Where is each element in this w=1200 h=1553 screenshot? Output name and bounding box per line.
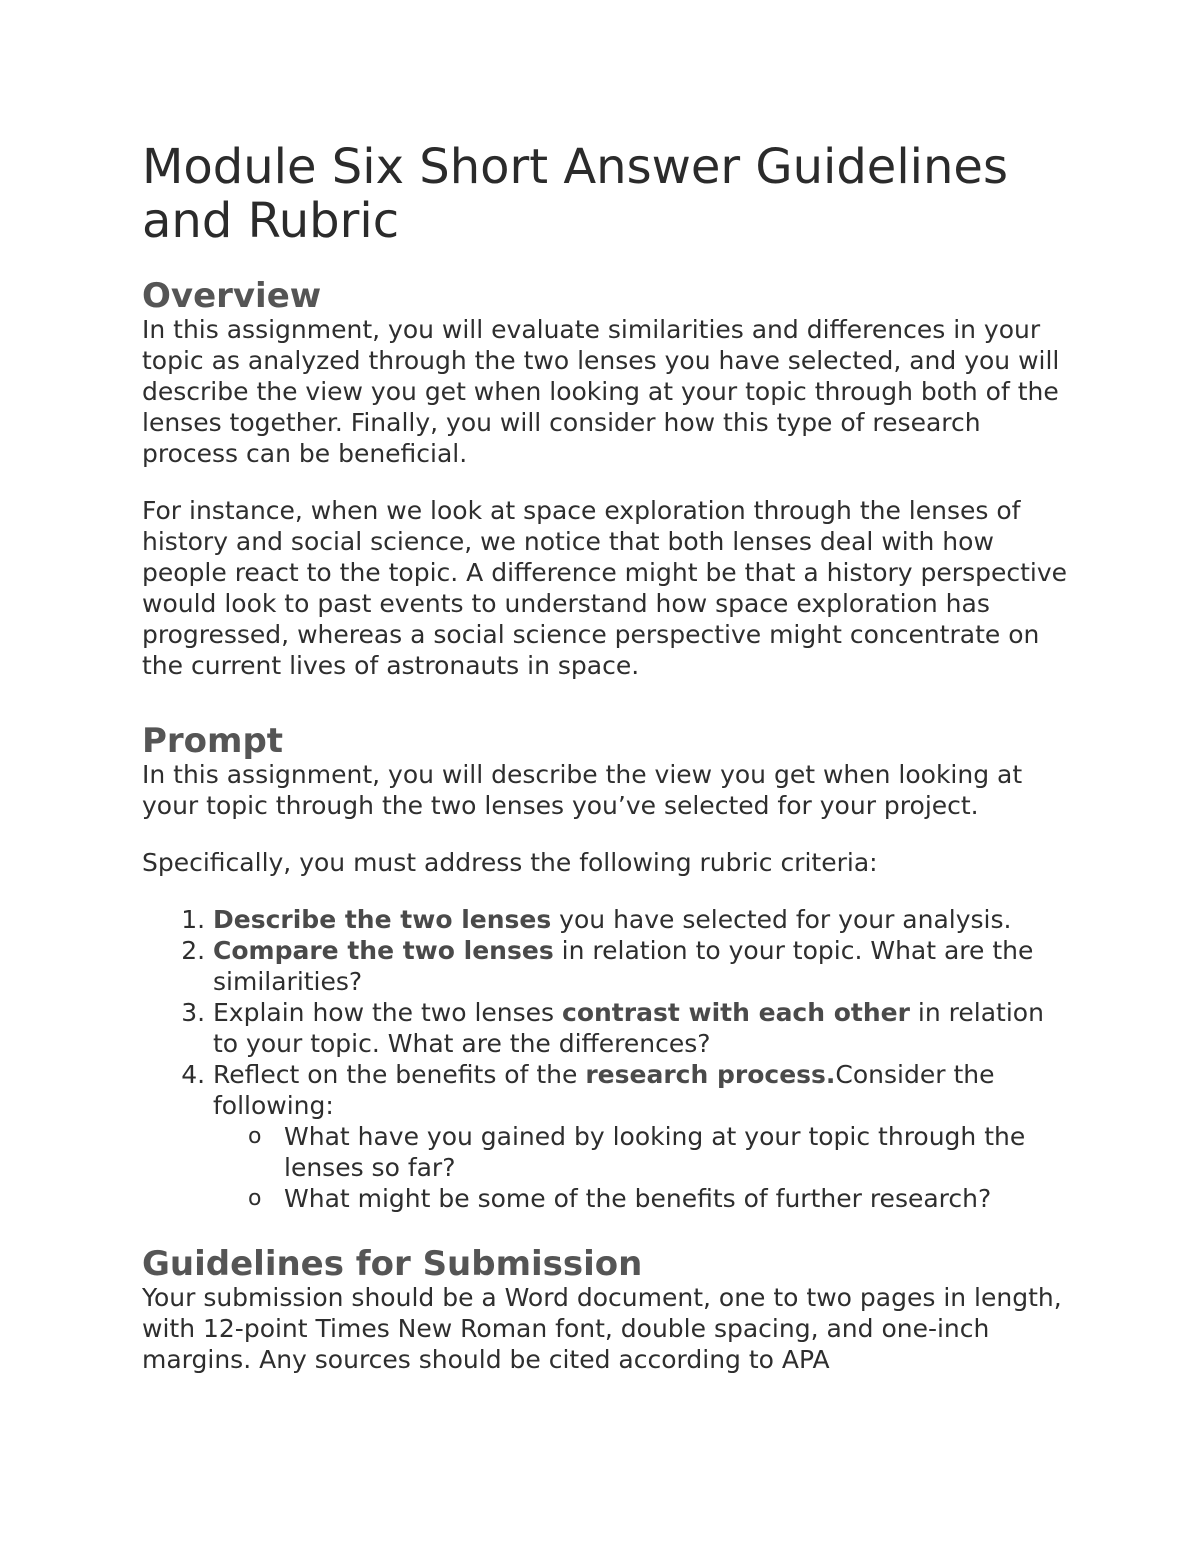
criteria-item-1-bold: Describe the two lenses xyxy=(213,905,552,934)
prompt-paragraph-2: Specifically, you must address the following rubric criteria: xyxy=(142,848,878,877)
circle-bullet-icon: o xyxy=(248,1124,262,1149)
criteria-item-3: 3. Explain how the two lenses contrast with each other in relation to your topic. What are the differences? xyxy=(213,997,1072,1059)
sub-item-1: o What have you gained by looking at your topic through the lenses so far? xyxy=(248,1122,1026,1182)
reflection-sub-list xyxy=(213,1121,1072,1214)
document-title: Module Six Short Answer Guidelines and Rubric xyxy=(142,139,1008,249)
criteria-item-2-bold: Compare the two lenses xyxy=(213,936,554,965)
overview-heading: Overview xyxy=(142,276,322,316)
overview-paragraph-2: For instance, when we look at space exploration through the lenses of history and social science, we notice that both lenses deal with how people react to the topic. A difference might be that a history perspective would look to past events to understand how space exploration has progressed, whereas a social science perspective might concentrate on the current lives of astronauts in space. xyxy=(142,496,1068,680)
document-body xyxy=(142,140,1072,1375)
overview-paragraph-1: In this assignment, you will evaluate similarities and differences in your topic as analyzed through the two lenses you have selected, and you will describe the view you get when looking at your topic through both of the lenses together. Finally, you will consider how this type of research process can be beneficial. xyxy=(142,315,1060,468)
criteria-item-4-bold: research process. xyxy=(585,1060,836,1089)
rubric-criteria-list xyxy=(142,904,1072,1214)
prompt-paragraph-1: In this assignment, you will describe the view you get when looking at your topic through the two lenses you’ve selected for your project. xyxy=(142,760,1023,820)
criteria-item-1: 1. Describe the two lenses you have selected for your analysis. xyxy=(213,904,1072,935)
prompt-heading: Prompt xyxy=(142,721,284,761)
guidelines-heading: Guidelines for Submission xyxy=(142,1244,643,1284)
circle-bullet-icon: o xyxy=(248,1186,262,1211)
sub-item-2: o What might be some of the benefits of further research? xyxy=(248,1184,992,1213)
guidelines-paragraph: Your submission should be a Word document, one to two pages in length, with 12-point Times New Roman font, double spacing, and one-inch margins. Any sources should be cited according to APA xyxy=(142,1283,1062,1374)
criteria-item-2: 2. Compare the two lenses in relation to your topic. What are the similarities? xyxy=(213,935,1072,997)
criteria-item-4: 4. Reflect on the benefits of the research process.Consider the following: o What have you gained by looking at your topic through the lenses so far? o What might be some of the benefits of further research? xyxy=(213,1059,1072,1214)
criteria-item-3-bold: contrast with each other xyxy=(562,998,910,1027)
